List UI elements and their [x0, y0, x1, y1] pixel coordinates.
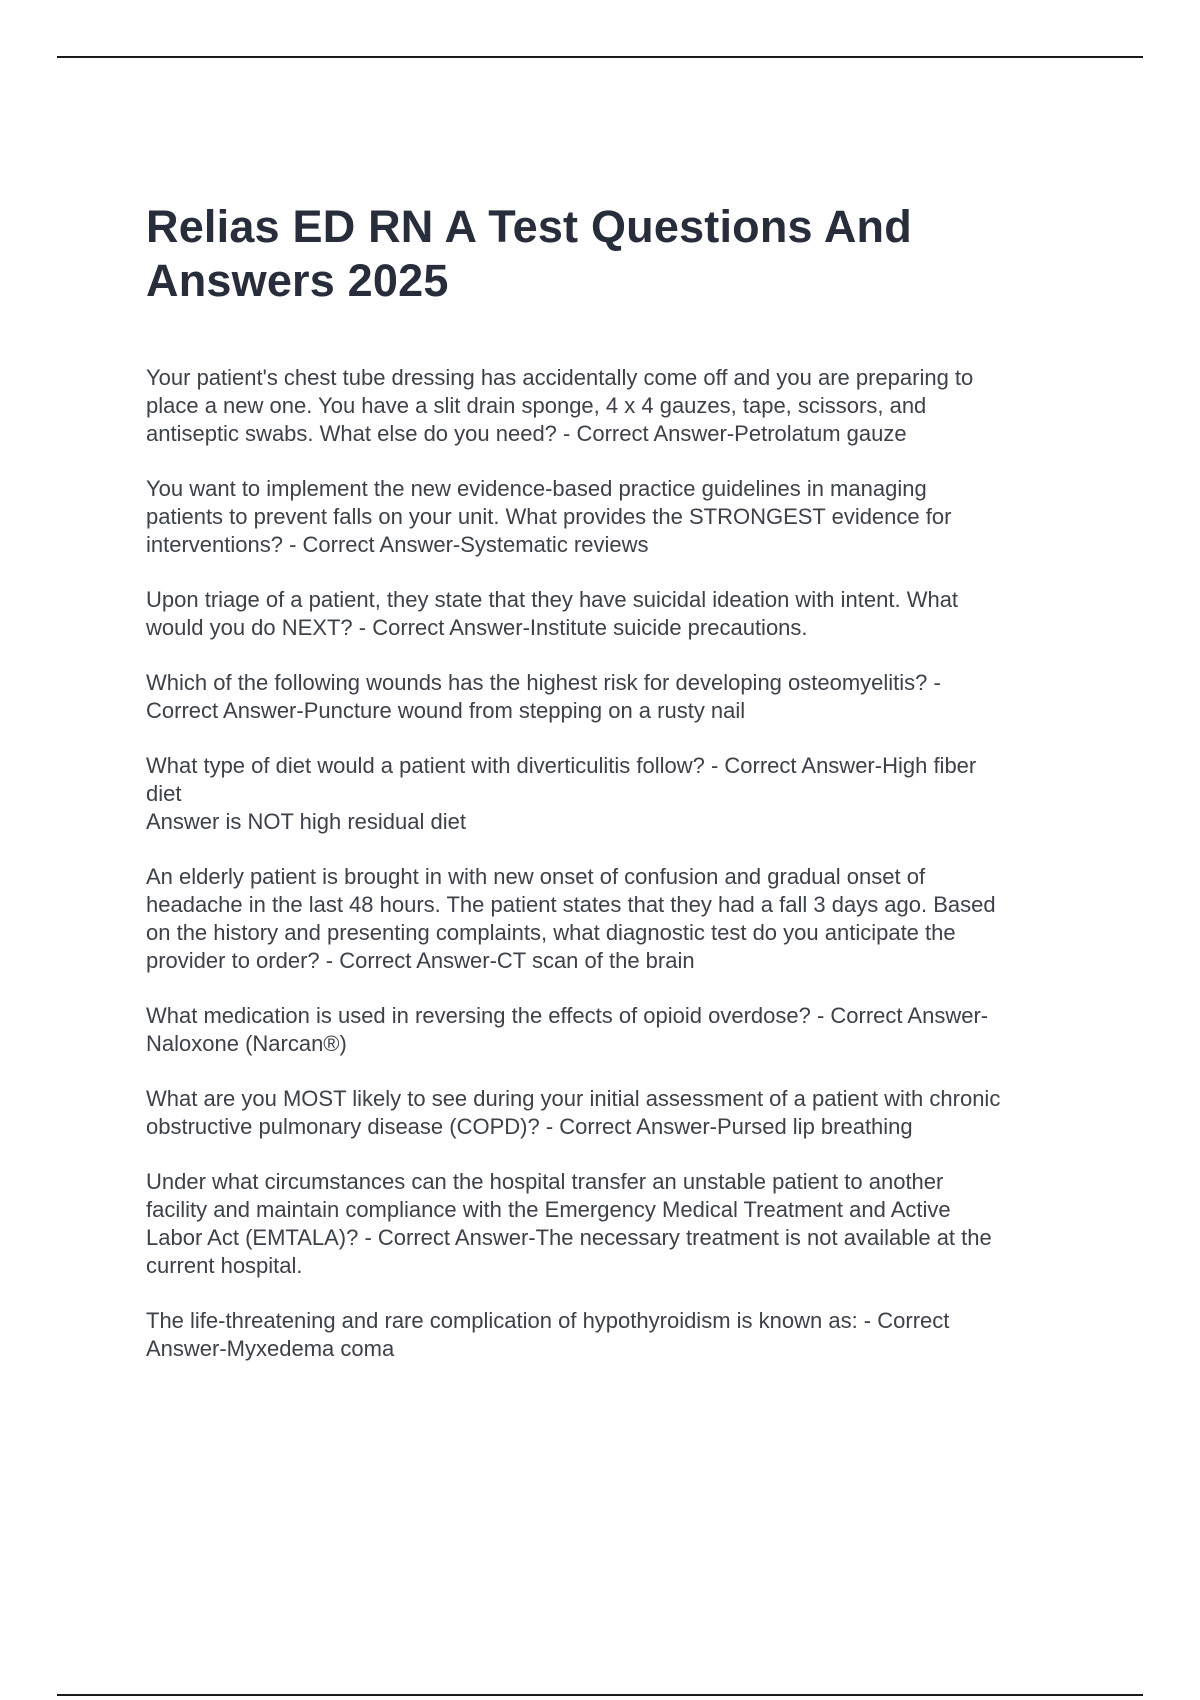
qa-item: [146, 1002, 1091, 1058]
qa-text-line: You want to implement the new evidence-based practice guidelines in managing: [146, 476, 927, 501]
qa-item: [146, 1085, 1091, 1141]
document-title: [146, 200, 1091, 308]
qa-item: [146, 586, 1091, 642]
qa-text-line: would you do NEXT? - Correct Answer-Institute suicide precautions.: [146, 615, 808, 640]
qa-text-line: The life-threatening and rare complication of hypothyroidism is known as: - Correct: [146, 1308, 950, 1333]
qa-text-line: What type of diet would a patient with diverticulitis follow? - Correct Answer-High fiber: [146, 753, 977, 778]
qa-list: [146, 364, 1091, 1363]
qa-text-line: An elderly patient is brought in with new onset of confusion and gradual onset of: [146, 864, 926, 889]
document-title-line: Answers 2025: [146, 255, 449, 306]
qa-text-line: interventions? - Correct Answer-Systematic reviews: [146, 532, 649, 557]
document-title-line: Relias ED RN A Test Questions And: [146, 201, 912, 252]
bottom-rule: [57, 1694, 1143, 1696]
top-rule: [57, 56, 1143, 58]
qa-text-line: Naloxone (Narcan®): [146, 1031, 347, 1056]
qa-text-line: Upon triage of a patient, they state that they have suicidal ideation with intent. What: [146, 587, 959, 612]
qa-text-line: diet: [146, 781, 182, 806]
qa-text-line: Answer-Myxedema coma: [146, 1336, 395, 1361]
qa-text-line: Labor Act (EMTALA)? - Correct Answer-The necessary treatment is not available at the: [146, 1225, 992, 1250]
qa-text-line: facility and maintain compliance with the Emergency Medical Treatment and Active: [146, 1197, 951, 1222]
qa-item: [146, 1307, 1091, 1363]
qa-text-line: What are you MOST likely to see during your initial assessment of a patient with chronic: [146, 1086, 1001, 1111]
qa-item: [146, 475, 1091, 559]
qa-text-line: Correct Answer-Puncture wound from stepping on a rusty nail: [146, 698, 746, 723]
qa-text-line: obstructive pulmonary disease (COPD)? - Correct Answer-Pursed lip breathing: [146, 1114, 913, 1139]
qa-text-line: What medication is used in reversing the effects of opioid overdose? - Correct Answer-: [146, 1003, 989, 1028]
qa-text-line: antiseptic swabs. What else do you need? - Correct Answer-Petrolatum gauze: [146, 421, 907, 446]
qa-item: [146, 863, 1091, 975]
qa-text-line: headache in the last 48 hours. The patient states that they had a fall 3 days ago. Based: [146, 892, 996, 917]
qa-text-line: Under what circumstances can the hospital transfer an unstable patient to another: [146, 1169, 944, 1194]
qa-text-line: place a new one. You have a slit drain sponge, 4 x 4 gauzes, tape, scissors, and: [146, 393, 927, 418]
qa-item: [146, 1168, 1091, 1280]
qa-text-line: provider to order? - Correct Answer-CT scan of the brain: [146, 948, 695, 973]
qa-text-line: on the history and presenting complaints, what diagnostic test do you anticipate the: [146, 920, 956, 945]
document-body: [146, 200, 1091, 1390]
qa-item: [146, 669, 1091, 725]
qa-text-line: Which of the following wounds has the highest risk for developing osteomyelitis? -: [146, 670, 941, 695]
qa-item: [146, 752, 1091, 836]
qa-text-line: Your patient's chest tube dressing has accidentally come off and you are preparing to: [146, 365, 974, 390]
qa-text-line: Answer is NOT high residual diet: [146, 809, 466, 834]
qa-text-line: current hospital.: [146, 1253, 303, 1278]
qa-text-line: patients to prevent falls on your unit. What provides the STRONGEST evidence for: [146, 504, 952, 529]
qa-item: [146, 364, 1091, 448]
